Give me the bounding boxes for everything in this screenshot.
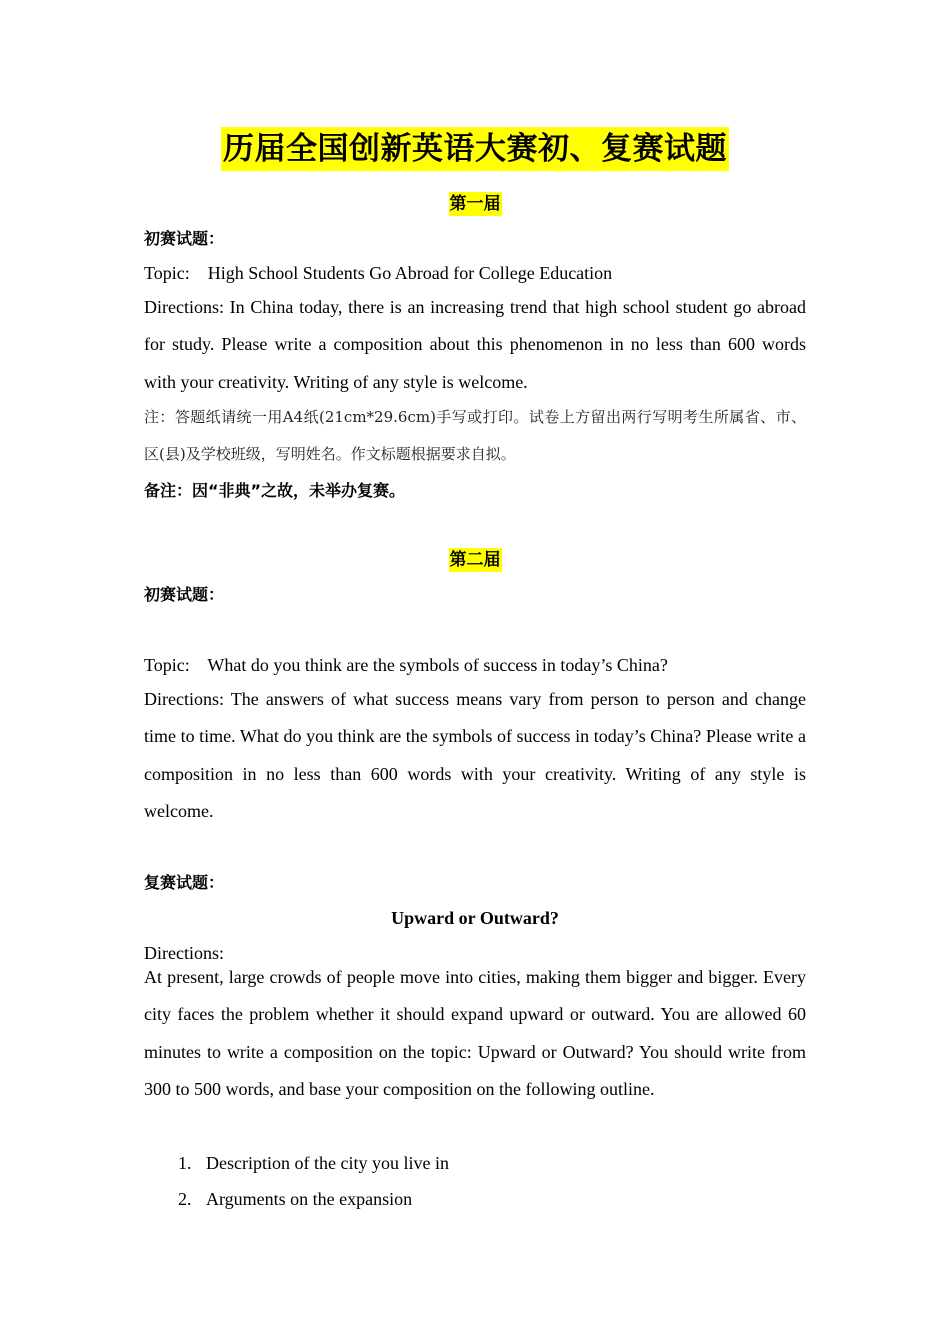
session-2-final-directions: At present, large crowds of people move into cities, making them bigger and bigger. Every city faces the problem whether it should expand upward or outward. You are allowed 60 minutes to write a composition on the topic: Upward or Outward? You should write from 300 to 500 words, and base your composition on the following outline. xyxy=(144,967,806,1099)
outline-item-text: Arguments on the expansion xyxy=(206,1189,413,1209)
session-1-heading-wrap xyxy=(144,192,806,216)
session-1-topic: Topic: High School Students Go Abroad for College Education xyxy=(144,263,613,283)
session-1-note: 注：答题纸请统一用A4纸(21cm*29.6cm)手写或打印。试卷上方留出两行写明考生所属省、市、区(县)及学校班级，写明姓名。作文标题根据要求自拟。 xyxy=(144,408,806,463)
outline-item-number: 2. xyxy=(178,1189,192,1209)
session-2-heading-wrap xyxy=(144,548,806,572)
session-2-final-directions-label: Directions: xyxy=(144,943,224,963)
document-title-wrap xyxy=(144,127,806,171)
session-2-final-title: Upward or Outward? xyxy=(391,908,559,928)
session-2-heading: 第二届 xyxy=(449,550,501,570)
session-2-topic: Topic: What do you think are the symbols of success in today’s China? xyxy=(144,655,668,675)
outline-item-text: Description of the city you live in xyxy=(206,1153,449,1173)
session-1-remark: 备注：因“非典”之故，未举办复赛。 xyxy=(144,481,406,500)
session-2-directions: Directions: The answers of what success means vary from person to person and change time to time. What do you think are the symbols of success in today’s China? Please write a composition in no less than 600 words with your creativity. Writing of any style is welcome. xyxy=(144,689,806,821)
outline-item-number: 1. xyxy=(178,1153,192,1173)
session-2-final-label: 复赛试题： xyxy=(144,873,225,892)
session-1-directions: Directions: In China today, there is an increasing trend that high school student go abroad for study. Please write a composition about this phenomenon in no less than 600 words with your creativity. Writing of any style is welcome. xyxy=(144,297,806,392)
document-title: 历届全国创新英语大赛初、复赛试题 xyxy=(221,127,729,171)
session-1-prelim-label: 初赛试题： xyxy=(144,229,225,248)
session-1-heading: 第一届 xyxy=(449,194,501,214)
session-2-prelim-label: 初赛试题： xyxy=(144,585,225,604)
outline-item xyxy=(178,1187,412,1211)
outline-item xyxy=(178,1151,449,1175)
